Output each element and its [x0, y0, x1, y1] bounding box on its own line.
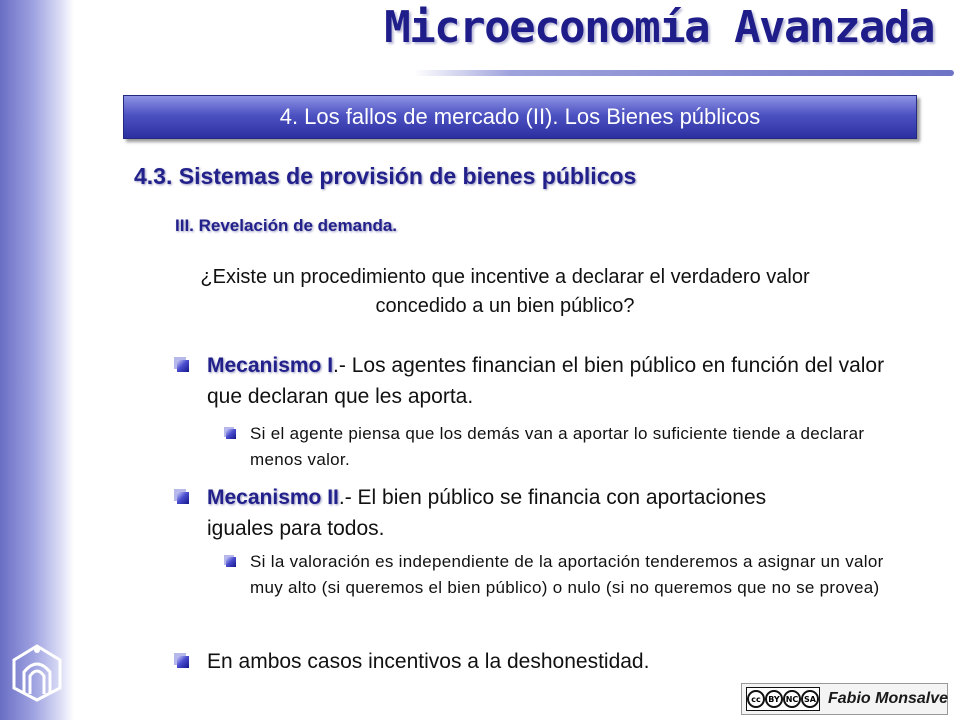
sub-bullet-mechanism-1 — [250, 421, 910, 473]
sa-icon: SA — [801, 690, 819, 708]
chapter-title-banner — [123, 95, 917, 139]
mechanism-text: .- Los agentes financian el bien público en función del valor que declaran que les aporta. — [207, 354, 885, 408]
square-bullet-icon — [226, 557, 236, 567]
conclusion-text: En ambos casos incentivos a la deshonestidad. — [207, 650, 650, 673]
bullet-conclusion — [207, 646, 887, 677]
square-bullet-icon — [177, 656, 189, 668]
author-name: Fabio Monsalve — [828, 690, 949, 707]
sub-bullet-text: Si el agente piensa que los demás van a aportar lo suficiente tiende a declarar menos valor. — [250, 424, 865, 469]
cc-icon: cc — [747, 690, 765, 708]
university-emblem-icon — [8, 642, 66, 704]
square-bullet-icon — [177, 360, 189, 372]
license-footer — [741, 683, 948, 715]
mechanism-text: .- El bien público se financia con aportaciones iguales para todos. — [207, 486, 767, 540]
bullet-mechanism-1 — [207, 350, 887, 412]
header-divider — [414, 70, 954, 76]
question-text: ¿Existe un procedimiento que incentive a declarar el verdadero valor concedido a un bien público? — [200, 266, 810, 317]
by-icon: BY — [765, 690, 783, 708]
sidebar-gradient — [0, 0, 74, 720]
mechanism-term: Mecanismo I — [207, 354, 334, 377]
cc-license-badge[interactable] — [746, 687, 820, 711]
square-bullet-icon — [177, 492, 189, 504]
sub-bullet-mechanism-2 — [250, 549, 910, 601]
course-title: Microeconomía Avanzada — [384, 2, 934, 53]
nc-icon: NC — [783, 690, 801, 708]
bullet-mechanism-2 — [207, 482, 807, 544]
subsection-heading: III. Revelación de demanda. — [175, 216, 398, 235]
section-heading: 4.3. Sistemas de provisión de bienes públicos — [134, 163, 637, 189]
square-bullet-icon — [226, 429, 236, 439]
sub-bullet-text: Si la valoración es independiente de la aportación tenderemos a asignar un valor muy alto (si queremos el bien público) o nulo (si no queremos que no se provea) — [250, 552, 884, 597]
mechanism-term: Mecanismo II — [207, 486, 339, 509]
chapter-title: 4. Los fallos de mercado (II). Los Bienes públicos — [279, 104, 761, 129]
